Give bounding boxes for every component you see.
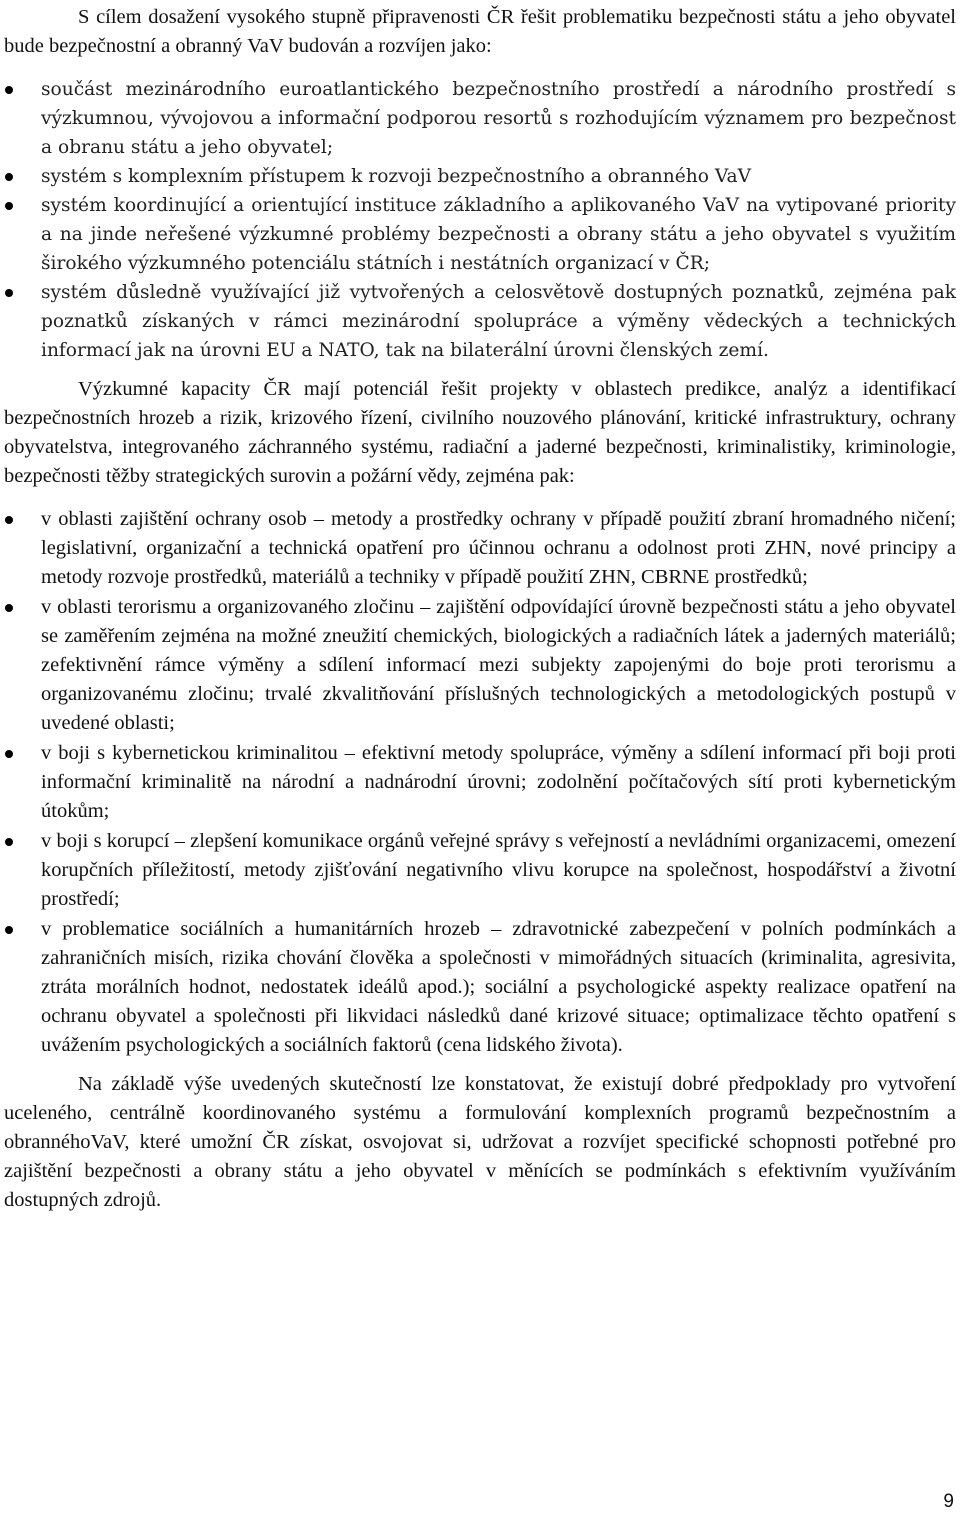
list-item xyxy=(4,278,956,365)
list-item xyxy=(4,191,956,278)
list-item xyxy=(4,162,956,191)
bullet-dot-icon xyxy=(5,86,13,94)
bullet-dot-icon xyxy=(5,289,13,297)
list-item-text: v boji s kybernetickou kriminalitou – efektivní metody spolupráce, výměny a sdílení informací při boji proti informační kriminalitě na národní a nadnárodní úrovni; zodolnění počítačových sítí proti kybernetickým útokům; xyxy=(41,742,956,822)
list-item xyxy=(4,593,956,738)
system-bullet-list xyxy=(4,75,956,365)
list-item-text: v problematice sociálních a humanitárních hrozeb – zdravotnické zabezpečení v polních podmínkách a zahraničních misích, rizika chování člověka a společnosti v mimořádných situacích (kriminalita, agresivita, ztráta morálních hodnot, nedostatek ideálů apod.); sociální a psychologické aspekty realizace opatření na ochranu obyvatel a společnosti při likvidaci následků dané krizové situace; optimalizace těchto opatření s uvážením psychologických a sociálních faktorů (cena lidského života). xyxy=(41,918,956,1056)
bullet-dot-icon xyxy=(5,516,13,524)
list-item xyxy=(4,75,956,162)
list-item-text: systém důsledně využívající již vytvořených a celosvětově dostupných poznatků, zejména pak poznatků získaných v rámci mezinárodní spolupráce a výměny vědeckých a technických informací jak na úrovni EU a NATO, tak na bilaterální úrovni členských zemí. xyxy=(41,282,956,361)
bullet-dot-icon xyxy=(5,838,13,846)
bullet-dot-icon xyxy=(5,202,13,210)
intro-paragraph: S cílem dosažení vysokého stupně připravenosti ČR řešit problematiku bezpečnosti státu a jeho obyvatel bude bezpečnostní a obranný VaV budován a rozvíjen jako: xyxy=(4,6,956,57)
bullet-dot-icon xyxy=(5,750,13,758)
page-number: 9 xyxy=(943,1491,954,1512)
list-item-text: systém s komplexním přístupem k rozvoji bezpečnostního a obranného VaV xyxy=(41,166,752,187)
list-item-text: v oblasti terorismu a organizovaného zločinu – zajištění odpovídající úrovně bezpečnosti státu a jeho obyvatel se zaměřením zejména na možné zneužití chemických, biologických a radiačních látek a jaderných materiálů; zefektivnění rámce výměny a sdílení informací mezi subjekty zapojenými do boje proti terorismu a organizovanému zločinu; trvalé zkvalitňování příslušných technologických a metodologických postupů v uvedené oblasti; xyxy=(41,596,956,734)
conclusion-paragraph: Na základě výše uvedených skutečností lze konstatovat, že existují dobré předpoklady pro vytvoření uceleného, centrálně koordinovaného systému a formulování komplexních programů bezpečnostním a obrannéhoVaV, které umožní ČR získat, osvojovat si, udržovat a rozvíjet specifické schopnosti potřebné pro zajištění bezpečnosti a obrany státu a jeho obyvatel v měnících se podmínkách s efektivním využíváním dostupných zdrojů. xyxy=(4,1073,956,1211)
areas-bullet-list xyxy=(4,505,956,1060)
list-item xyxy=(4,915,956,1060)
list-item-text: systém koordinující a orientující instituce základního a aplikovaného VaV na vytipované priority a na jinde neřešené výzkumné problémy bezpečnosti a obrany státu a jeho obyvatel s využitím širokého výzkumného potenciálu státních i nestátních organizací v ČR; xyxy=(41,195,956,274)
bullet-dot-icon xyxy=(5,173,13,181)
capacities-paragraph: Výzkumné kapacity ČR mají potenciál řešit projekty v oblastech predikce, analýz a identifikací bezpečnostních hrozeb a rizik, krizového řízení, civilního nouzového plánování, kritické infrastruktury, ochrany obyvatelstva, integrovaného záchranného systému, radiační a jaderné bezpečnosti, kriminalistiky, kriminologie, bezpečnosti těžby strategických surovin a požární vědy, zejména pak: xyxy=(4,378,956,487)
list-item-text: v oblasti zajištění ochrany osob – metody a prostředky ochrany v případě použití zbraní hromadného ničení; legislativní, organizační a technická opatření pro účinnou ochranu a odolnost proti ZHN, nové principy a metody rozvoje prostředků, materiálů a techniky v případě použití ZHN, CBRNE prostředků; xyxy=(41,508,956,588)
bullet-dot-icon xyxy=(5,926,13,934)
bullet-dot-icon xyxy=(5,604,13,612)
list-item-text: v boji s korupcí – zlepšení komunikace orgánů veřejné správy s veřejností a nevládními organizacemi, omezení korupčních příležitostí, metody zjišťování negativního vlivu korupce na společnost, hospodářství a životní prostředí; xyxy=(41,830,956,910)
list-item xyxy=(4,827,956,914)
list-item xyxy=(4,505,956,592)
list-item xyxy=(4,739,956,826)
list-item-text: součást mezinárodního euroatlantického bezpečnostního prostředí a národního prostředí s výzkumnou, vývojovou a informační podporou resortů s rozhodujícím významem pro bezpečnost a obranu státu a jeho obyvatel; xyxy=(41,79,956,158)
